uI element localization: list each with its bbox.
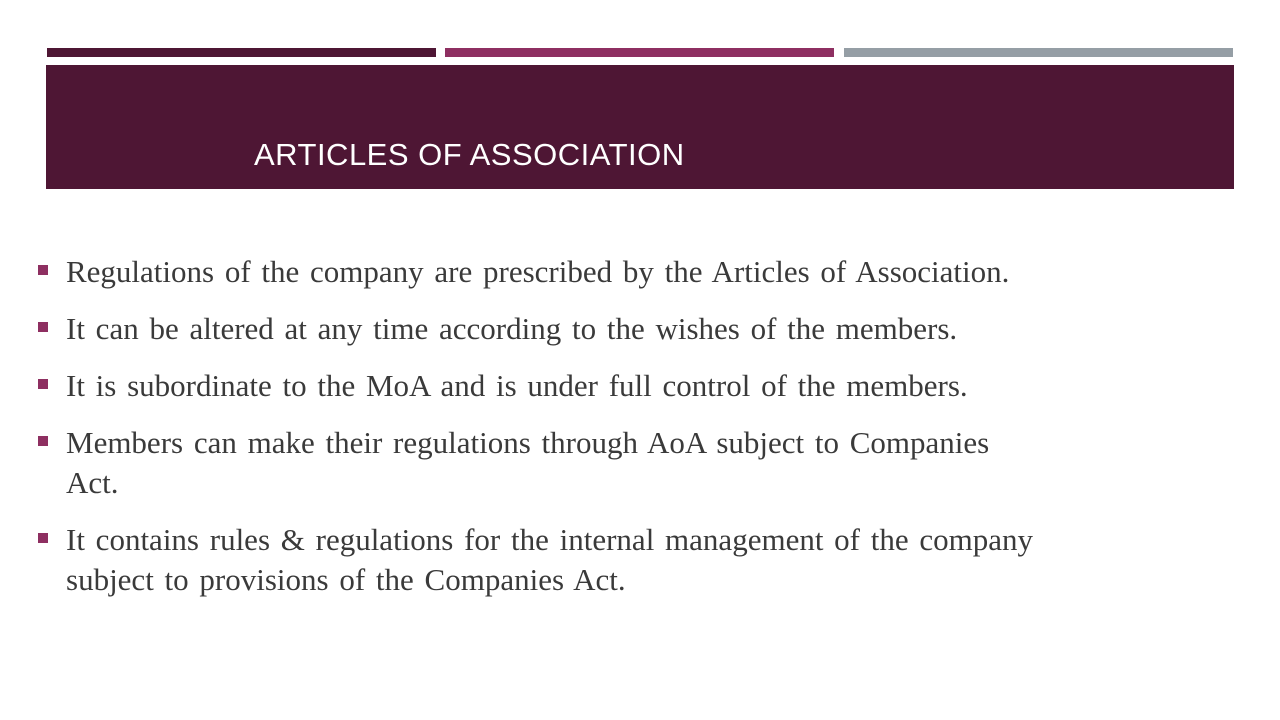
slide-title: ARTICLES OF ASSOCIATION xyxy=(254,137,685,172)
bullet-item xyxy=(38,520,1038,600)
square-bullet-icon xyxy=(38,322,48,332)
accent-bar-magenta xyxy=(445,48,834,57)
bullet-item xyxy=(38,423,1038,503)
bullet-text: It can be altered at any time according to the wishes of the members. xyxy=(66,311,958,346)
bullet-item xyxy=(38,309,1038,349)
square-bullet-icon xyxy=(38,265,48,275)
accent-bar-dark xyxy=(47,48,436,57)
bullet-text: It contains rules & regulations for the internal management of the company subject to provisions of the Companies Act. xyxy=(66,522,1034,597)
square-bullet-icon xyxy=(38,379,48,389)
bullet-text: It is subordinate to the MoA and is under full control of the members. xyxy=(66,368,968,403)
bullet-item xyxy=(38,252,1038,292)
accent-bar-gray xyxy=(844,48,1233,57)
bullet-list xyxy=(38,252,1038,600)
bullet-text: Regulations of the company are prescribed by the Articles of Association. xyxy=(66,254,1010,289)
title-band xyxy=(46,65,1234,189)
square-bullet-icon xyxy=(38,436,48,446)
square-bullet-icon xyxy=(38,533,48,543)
bullet-item xyxy=(38,366,1038,406)
bullet-text: Members can make their regulations through AoA subject to Companies Act. xyxy=(66,425,990,500)
